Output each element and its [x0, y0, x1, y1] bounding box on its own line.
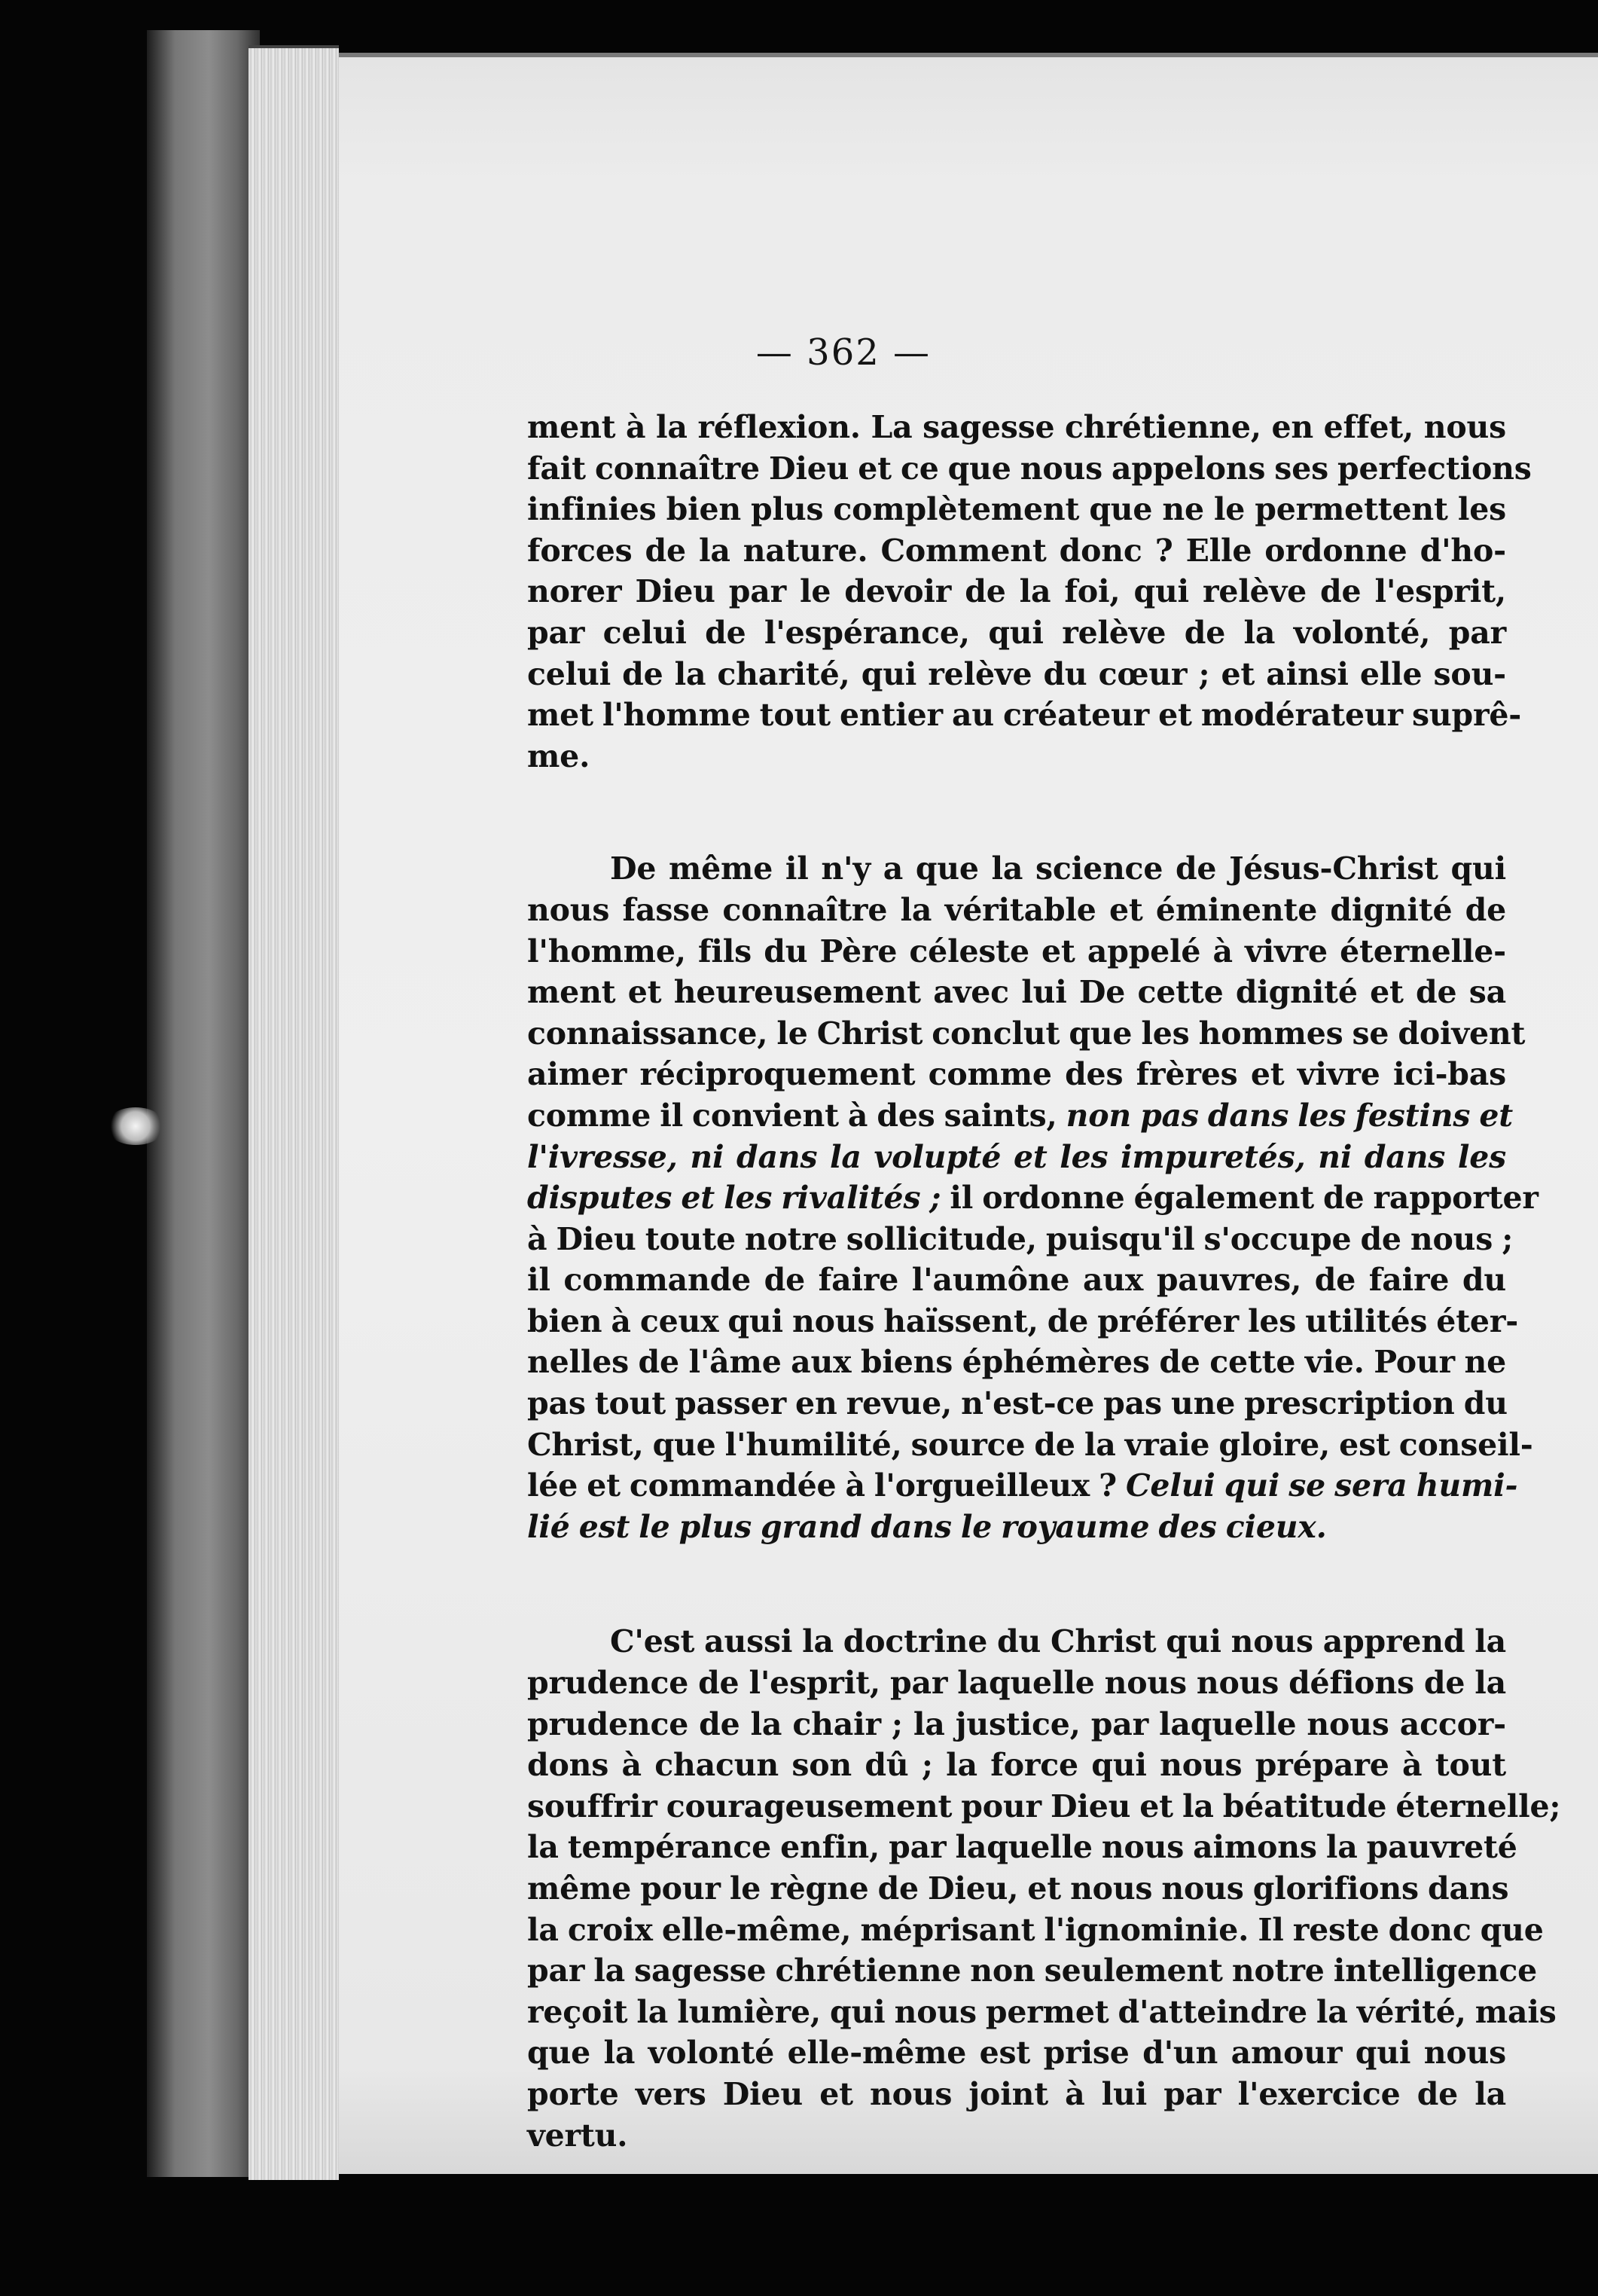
- text-line: [527, 1177, 1539, 1219]
- text-line: par celui de l'espérance, qui relève de la volonté, par: [527, 614, 1506, 651]
- text-line: [527, 1095, 1513, 1137]
- text-line: aimer réciproquement comme des frères et vivre ici-bas: [527, 1056, 1506, 1093]
- italic-quote: Celui qui se sera humi-: [1126, 1467, 1518, 1504]
- text-line: Christ, que l'humilité, source de la vraie gloire, est conseil-: [527, 1426, 1533, 1463]
- text-line: dons à chacun son dû ; la force qui nous prépare à tout: [527, 1747, 1506, 1784]
- text-line: il commande de faire l'aumône aux pauvres, de faire du: [527, 1262, 1506, 1299]
- text-line: la croix elle-même, méprisant l'ignominie. Il reste donc que: [527, 1911, 1544, 1948]
- text-line: infinies bien plus complètement que ne le permettent les: [527, 491, 1506, 528]
- text-line: celui de la charité, qui relève du cœur ; et ainsi elle sou-: [527, 655, 1506, 692]
- book-cover-edge: [147, 30, 260, 2177]
- paper-blot: [105, 1107, 166, 1145]
- text-line: prudence de l'esprit, par laquelle nous nous défions de la: [527, 1665, 1506, 1702]
- text-line: que la volonté elle-même est prise d'un amour qui nous: [527, 2035, 1506, 2072]
- text-line: l'homme, fils du Père céleste et appelé à vivre éternelle-: [527, 933, 1506, 969]
- page-text: [527, 407, 1561, 2156]
- text-line: bien à ceux qui nous haïssent, de préférer les utilités éter-: [527, 1302, 1519, 1339]
- text-line: forces de la nature. Comment donc ? Elle ordonne d'ho-: [527, 532, 1506, 569]
- text-line: la tempérance enfin, par laquelle nous aimons la pauvreté: [527, 1829, 1517, 1866]
- text-line: vertu.: [527, 2117, 628, 2154]
- text-line: [527, 1465, 1518, 1507]
- text-line: connaissance, le Christ conclut que les hommes se doivent: [527, 1015, 1526, 1052]
- text-line: C'est aussi la doctrine du Christ qui nous apprend la: [610, 1623, 1506, 1660]
- text-line: souffrir courageusement pour Dieu et la béatitude éternelle;: [527, 1788, 1561, 1824]
- italic-quote: disputes et les rivalités ;: [527, 1180, 941, 1217]
- text-span: comme il convient à des saints,: [527, 1097, 1057, 1134]
- text-span: lée et commandée à l'orgueilleux ?: [527, 1467, 1117, 1504]
- text-line: ment et heureusement avec lui De cette dignité et de sa: [527, 974, 1506, 1011]
- text-line: nous fasse connaître la véritable et éminente dignité de: [527, 891, 1506, 928]
- text-line: ment à la réflexion. La sagesse chrétienne, en effet, nous: [527, 409, 1506, 445]
- text-line: même pour le règne de Dieu, et nous nous glorifions dans: [527, 1870, 1509, 1907]
- text-span: il ordonne également de rapporter: [950, 1180, 1539, 1217]
- italic-quote: non pas dans les festins et: [1066, 1097, 1513, 1134]
- text-line: me.: [527, 737, 590, 774]
- text-line: norer Dieu par le devoir de la foi, qui relève de l'esprit,: [527, 573, 1506, 610]
- text-line: fait connaître Dieu et ce que nous appelons ses perfections: [527, 450, 1532, 487]
- page-stack-edge: [249, 45, 339, 2180]
- italic-quote-line: l'ivresse, ni dans la volupté et les impuretés, ni dans les: [527, 1138, 1506, 1175]
- text-line: porte vers Dieu et nous joint à lui par l'exercice de la: [527, 2075, 1506, 2112]
- text-line: reçoit la lumière, qui nous permet d'atteindre la vérité, mais: [527, 1993, 1557, 2030]
- text-line: prudence de la chair ; la justice, par laquelle nous accor-: [527, 1705, 1506, 1742]
- text-line: pas tout passer en revue, n'est-ce pas une prescription du: [527, 1385, 1508, 1422]
- italic-quote-line: lié est le plus grand dans le royaume des cieux.: [527, 1508, 1327, 1545]
- page-number: — 362 —: [755, 331, 932, 374]
- text-line: De même il n'y a que la science de Jésus-Christ qui: [610, 850, 1506, 887]
- text-line: nelles de l'âme aux biens éphémères de cette vie. Pour ne: [527, 1344, 1506, 1381]
- paragraph-gap: [527, 777, 1506, 848]
- text-line: par la sagesse chrétienne non seulement notre intelligence: [527, 1953, 1538, 1989]
- text-line: à Dieu toute notre sollicitude, puisqu'il s'occupe de nous ;: [527, 1220, 1514, 1257]
- text-line: met l'homme tout entier au créateur et modérateur suprê-: [527, 697, 1522, 734]
- paragraph-gap: [527, 1547, 1506, 1621]
